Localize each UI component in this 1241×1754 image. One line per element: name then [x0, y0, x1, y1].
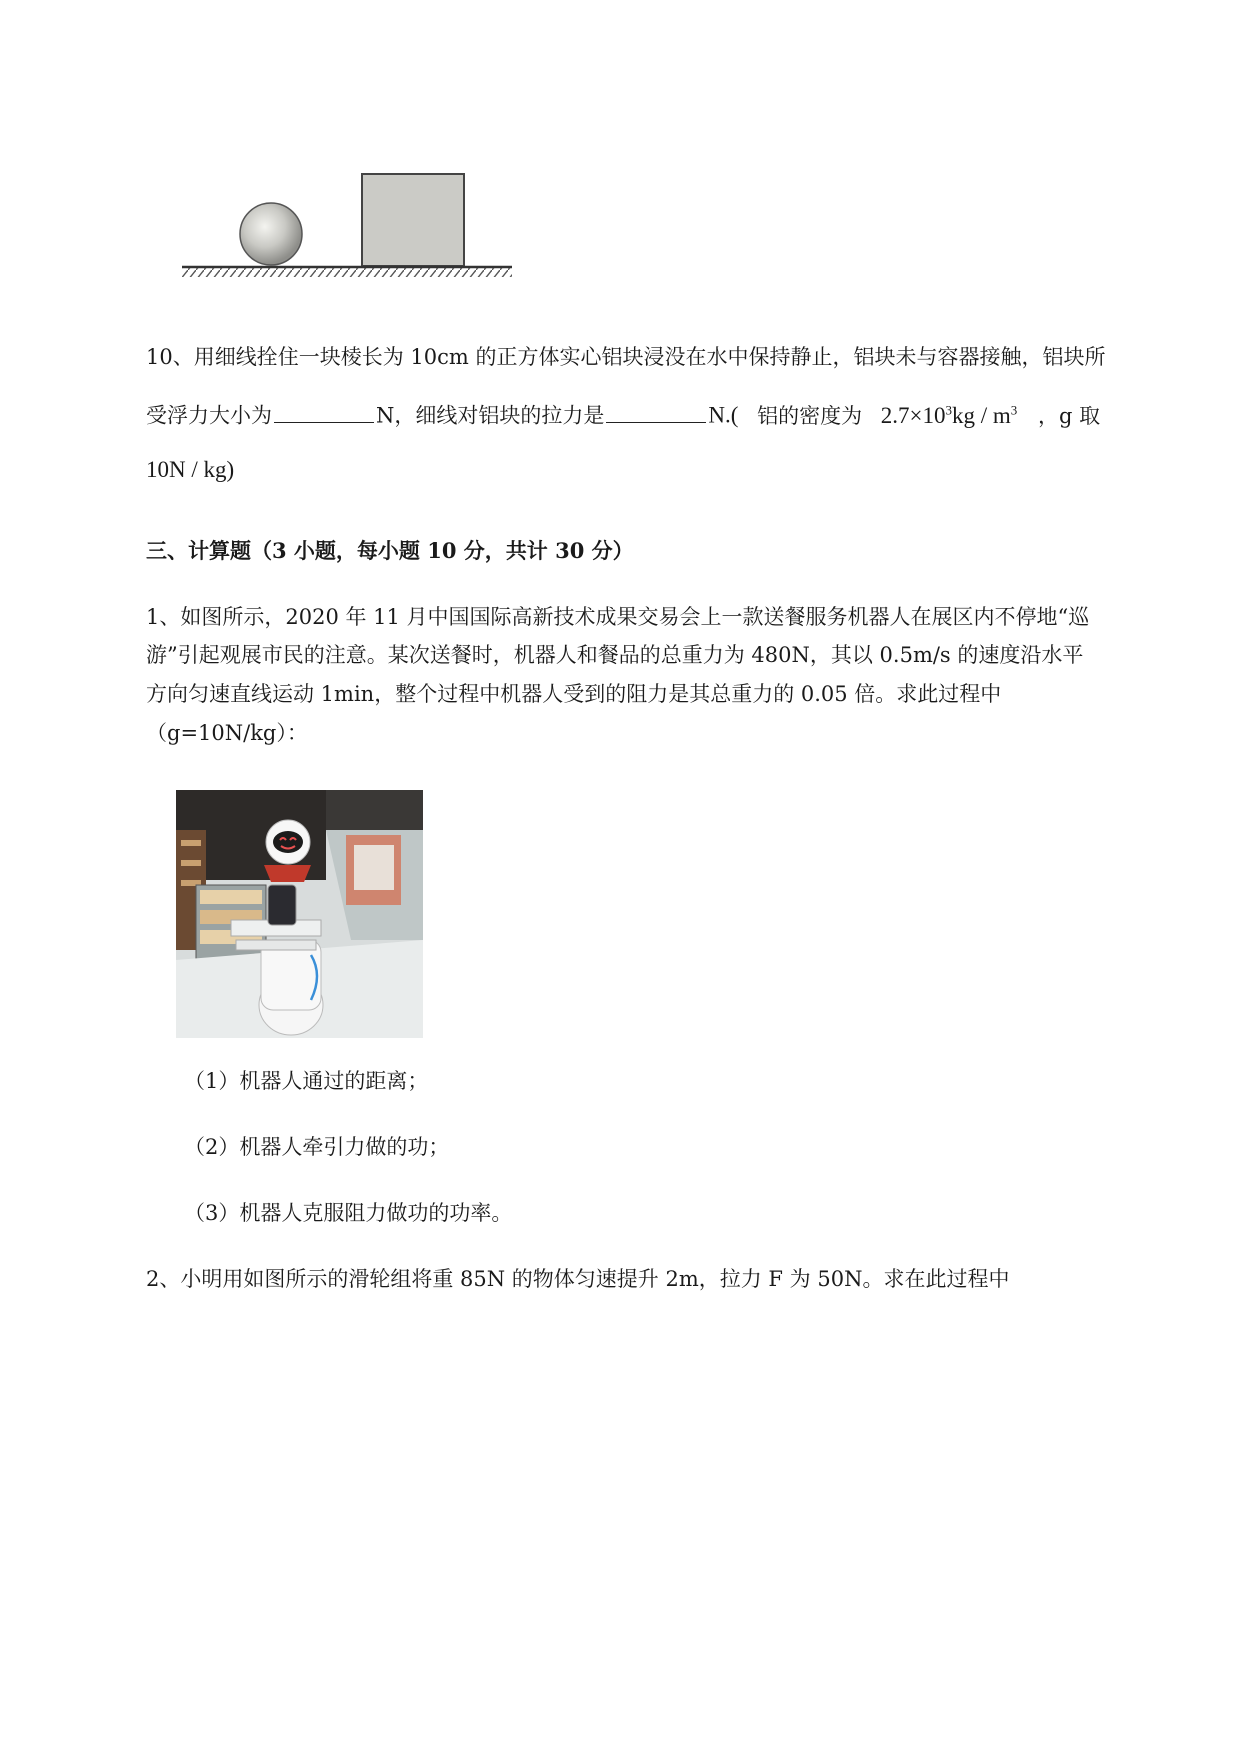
calc1-line2: 游”引起观展市民的注意。某次送餐时，机器人和餐品的总重力为 480N，其以 0.5m/s 的速度沿水平 [146, 643, 1084, 667]
q10-text-e: ，g 取 [1037, 403, 1101, 428]
calc1-line1: 1、如图所示，2020 年 11 月中国国际高新技术成果交易会上一款送餐服务机器人在展区内不停地“巡 [146, 605, 1090, 629]
ground-icon [182, 267, 512, 277]
density-base: 2.7×10 [880, 402, 946, 428]
calc1-sub1: （1）机器人通过的距离； [184, 1069, 429, 1093]
answer-blank-2[interactable] [606, 400, 706, 423]
answer-blank-1[interactable] [274, 400, 374, 423]
q10-text-a: 受浮力大小为 [146, 403, 272, 428]
sphere-cube-figure [180, 150, 520, 300]
q10-line1: 10、用细线拴住一块棱长为 10cm 的正方体实心铝块浸没在水中保持静止，铝块未与容器接触，铝块所 [146, 345, 1106, 369]
q10-line3: 10N / kg) [146, 457, 235, 482]
density-unit: kg / m [952, 402, 1011, 428]
sphere-icon [240, 203, 302, 265]
calc1-line3: 方向匀速直线运动 1min，整个过程中机器人受到的阻力是其总重力的 0.05 倍。求此过程中 [146, 682, 1002, 706]
calc2-line1: 2、小明用如图所示的滑轮组将重 85N 的物体匀速提升 2m，拉力 F 为 50N。求在此过程中 [146, 1267, 1010, 1291]
q10-text-d: 铝的密度为 [757, 403, 863, 428]
calc1-line4: （g=10N/kg）： [146, 721, 308, 745]
density-exp: 3 [945, 402, 953, 417]
q10-text-c: N.( [708, 402, 739, 428]
calc1-sub3: （3）机器人克服阻力做功的功率。 [184, 1201, 513, 1225]
section-title: 三、计算题（3 小题，每小题 10 分，共计 30 分） [146, 538, 634, 563]
density-formula [881, 403, 1018, 428]
robot-photo [176, 790, 423, 1038]
q10-text-b: N，细线对铝块的拉力是 [376, 403, 605, 428]
cube-icon [362, 174, 464, 266]
calc1-sub2: （2）机器人牵引力做的功； [184, 1135, 450, 1159]
density-unit-exp: 3 [1010, 402, 1018, 417]
q10-line2 [146, 395, 1100, 431]
